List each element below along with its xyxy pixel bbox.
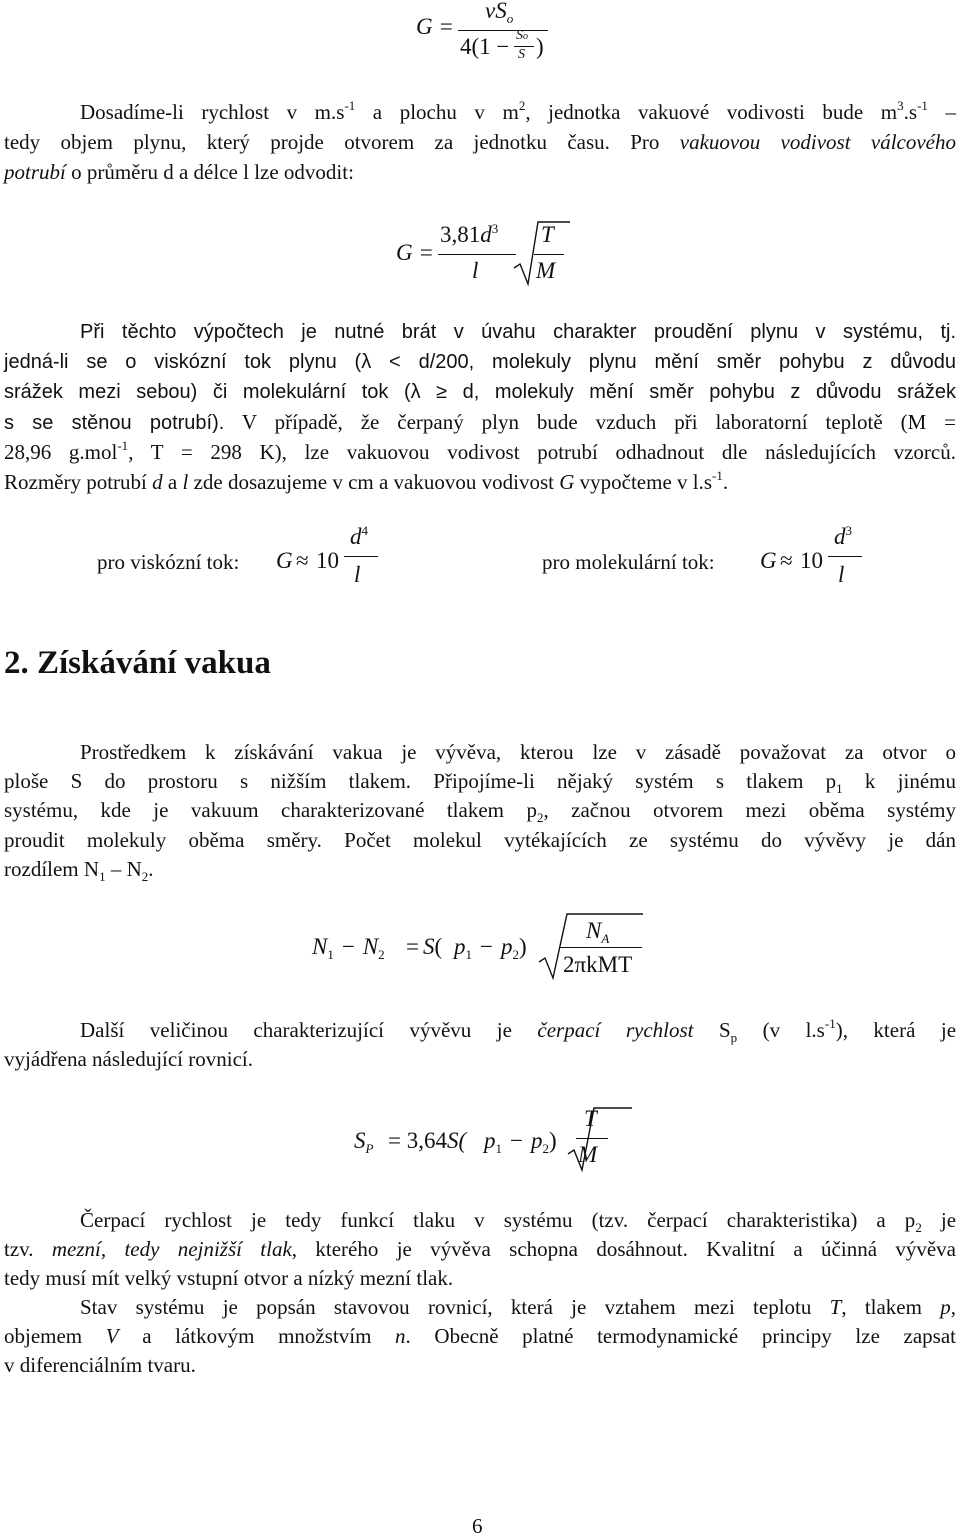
molecular-denominator: l: [838, 562, 845, 587]
para4-line2: vyjádřena následující rovnicí.: [4, 1047, 253, 1071]
eq2-sqrt-numerator: T: [541, 222, 554, 247]
viscous-flow-label: pro viskózní tok:: [97, 550, 240, 574]
molecular-G: G: [760, 548, 777, 573]
eq5-pressure-difference: $p_1 - p_2$): [484, 1128, 557, 1156]
eq4-fraction-bar: [560, 947, 642, 948]
eq1-fraction-bar: [458, 30, 548, 31]
eq1-denominator: 4(1 −: [460, 34, 510, 59]
eq1-close-paren: ): [536, 34, 544, 59]
eq5-sqrt-sign: [566, 1104, 638, 1178]
para5-line5: objemem V a látkovým množstvím n. Obecně platné termodynamické principy lze zapsat: [4, 1324, 956, 1348]
para5-line6: v diferenciálním tvaru.: [4, 1353, 196, 1377]
para3-line4: proudit molekuly oběma směry. Počet molekul vytékajících ze systému do vývěvy je dán: [4, 828, 956, 852]
para2-line6: Rozměry potrubí d a l zde dosazujeme v cm a vakuovou vodivost G vypočteme v $l.s^{-1}$.: [4, 468, 729, 494]
para2-line3: srážek mezi sebou) či molekulární tok (λ ≥ d, molekuly mění směr pohybu z důvodu srážek: [4, 381, 956, 403]
para2-line4: s se stěnou potrubí). V případě, že čerpaný plyn bude vzduch při laboratorní teplotě (M =: [4, 410, 957, 434]
molecular-approx: ≈: [780, 548, 793, 573]
eq4-denominator: 2πkMT: [563, 952, 633, 977]
para3-line5: rozdílem $N_1 - N_2$.: [4, 857, 154, 884]
eq2-numerator: $3,81d^3$: [440, 221, 499, 247]
eq2-sqrt-denominator: M: [536, 258, 556, 283]
para1-line1: Dosadíme-li rychlost v $m.s^{-1}$ a plochu v $m^2$, jednotka vakuové vodivosti bude $m^3.s^{-1}$ –: [80, 98, 956, 124]
viscous-numerator: $d^4$: [350, 523, 368, 549]
para2-line2: jedná-li se o viskózní tok plynu (λ < d/200, molekuly plynu mění směr pohybu z důvodu: [4, 351, 956, 373]
eq4-numerator: $N_A$: [586, 918, 610, 946]
para1-line2: tedy objem plynu, který projde otvorem za jednotku času. Pro vakuovou vodivost válcového: [4, 130, 956, 154]
eq5-coefficient: = 3,64S(: [388, 1128, 467, 1153]
molecular-coefficient: 10: [800, 548, 823, 573]
molecular-fraction-bar: [828, 556, 862, 557]
eq1-inner-numerator: So: [516, 28, 528, 43]
eq5-sqrt-bar: [576, 1138, 608, 1139]
para5-line2: tzv. mezní, tedy nejnižší tlak, kterého je vývěva schopna dosáhnout. Kvalitní a účinná vývěva: [4, 1237, 957, 1261]
eq1-lhs: G =: [416, 14, 454, 39]
molecular-numerator: $d^3$: [834, 523, 852, 549]
viscous-denominator: l: [354, 562, 361, 587]
eq2-sqrt-bar: [534, 254, 564, 255]
para5-line1: Čerpací rychlost je tedy funkcí tlaku v systému (tzv. čerpací charakteristika) a $p_2$ je: [80, 1208, 957, 1235]
eq4-lhs: $N_1 - N_2$: [312, 934, 385, 962]
eq5-lhs: $S_P$: [354, 1128, 374, 1156]
eq4-pressure-difference: $p_1 - p_2$): [454, 934, 527, 962]
para3-line1: Prostředkem k získávání vakua je vývěva, kterou lze v zásadě považovat za otvor o: [80, 740, 956, 764]
para5-line3: tedy musí mít velký vstupní otvor a nízký mezní tlak.: [4, 1266, 454, 1290]
para5-line4: Stav systému je popsán stavovou rovnicí, která je vztahem mezi teplotu T, tlakem p,: [80, 1295, 956, 1319]
para4-line1: Další veličinou charakterizující vývěvu je čerpací rychlost $S_p$ (v $l.s^{-1}$), která je: [80, 1016, 957, 1045]
para3-line3: systému, kde je vakuum charakterizované tlakem $p_2$, začnou otvorem mezi oběma systémy: [4, 798, 956, 825]
viscous-G: G: [276, 548, 293, 573]
eq1-numerator: $vS_o$: [485, 0, 514, 26]
eq5-sqrt-denominator: M: [578, 1142, 598, 1167]
para2-line1: Při těchto výpočtech je nutné brát v úvahu charakter proudění plynu v systému, tj.: [80, 321, 956, 343]
eq2-denominator: l: [472, 258, 479, 283]
section-heading: 2. Získávání vakua: [4, 645, 271, 681]
eq2-fraction-bar: [438, 254, 516, 255]
molecular-flow-label: pro molekulární tok:: [542, 550, 715, 574]
page-number: 6: [472, 1514, 483, 1538]
viscous-coefficient: 10: [316, 548, 339, 573]
eq1-inner-denominator: S: [518, 47, 525, 62]
viscous-approx: ≈: [296, 548, 309, 573]
viscous-fraction-bar: [344, 556, 378, 557]
para1-line3: potrubí o průměru d a délce l lze odvodit:: [4, 160, 354, 184]
eq2-lhs: G =: [396, 240, 434, 265]
para2-line5: 28,96 g.mol$^{-1}$, T = 298 K), lze vakuovou vodivost potrubí odhadnout dle následujících vzorců.: [4, 438, 956, 464]
eq4-rhs-prefix: = S(: [406, 934, 443, 959]
eq5-sqrt-numerator: T: [584, 1106, 597, 1131]
para3-line2: ploše S do prostoru s nižším tlakem. Připojíme-li nějaký systém s tlakem $p_1$ k jinému: [4, 769, 956, 796]
